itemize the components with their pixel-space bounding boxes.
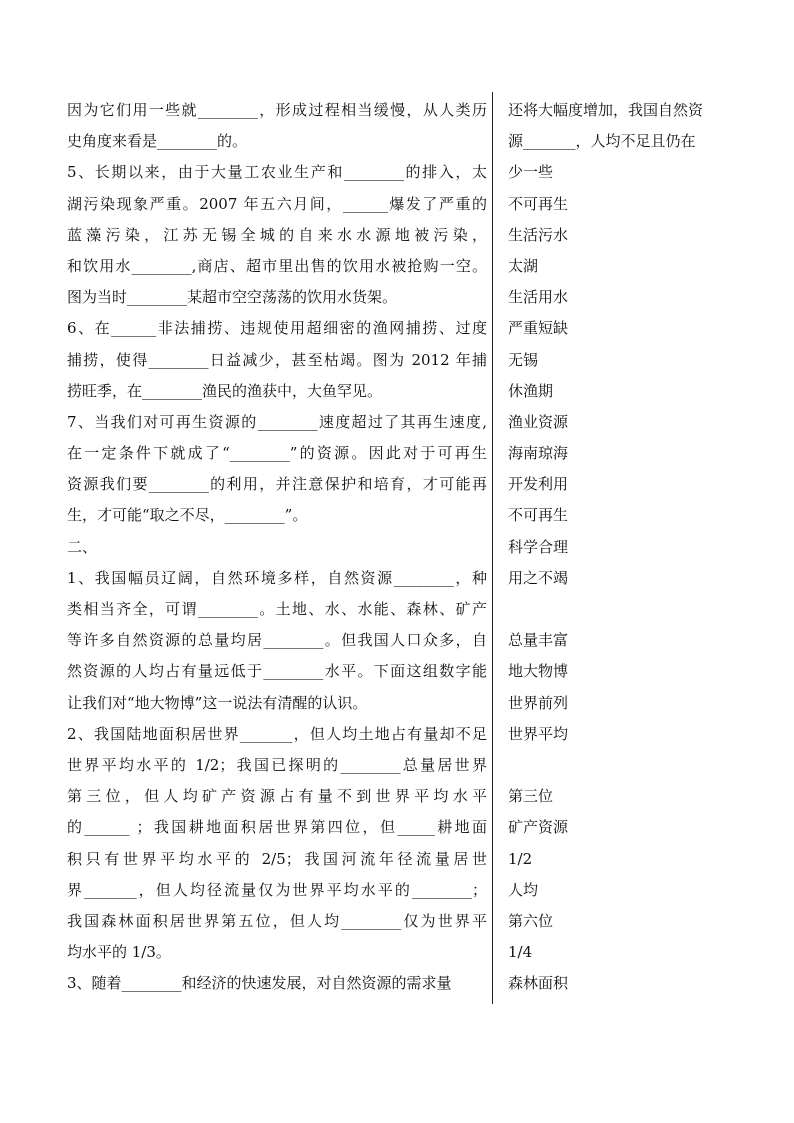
question-line: 第三位，但人均矿产资源占有量不到世界平均水平 xyxy=(67,787,487,806)
answer-line: 生活用水 xyxy=(508,288,569,307)
question-line: 湖污染现象严重。2007 年五六月间，______爆发了严重的 xyxy=(67,194,487,213)
question-line: 的______ ；我国耕地面积居世界第四位，但_____耕地面 xyxy=(67,818,487,837)
answer-line: 人均 xyxy=(508,880,539,899)
answer-line: 渔业资源 xyxy=(508,412,569,431)
answer-line: 世界平均 xyxy=(508,724,569,743)
answer-line: 矿产资源 xyxy=(508,818,569,837)
question-line: 积只有世界平均水平的 2/5；我国河流年径流量居世 xyxy=(67,849,487,868)
answer-line: 生活污水 xyxy=(508,225,569,244)
answer-line: 不可再生 xyxy=(508,506,569,525)
question-line: 3、随着________和经济的快速发展，对自然资源的需求量 xyxy=(67,974,452,993)
question-line: 均水平的 1/3。 xyxy=(67,943,171,962)
answer-line: 1/4 xyxy=(508,943,533,962)
answer-line: 第三位 xyxy=(508,787,554,806)
question-line: 7、当我们对可再生资源的________速度超过了其再生速度, xyxy=(67,412,487,431)
answer-line: 地大物博 xyxy=(508,662,569,681)
section-heading: 二、 xyxy=(67,537,98,556)
question-line: 生，才可能“取之不尽，________”。 xyxy=(67,506,308,525)
question-line: 6、在______非法捕捞、违规使用超细密的渔网捕捞、过度 xyxy=(67,319,487,338)
question-line: 1、我国幅员辽阔，自然环境多样，自然资源________，种 xyxy=(67,568,487,587)
answer-line: 总量丰富 xyxy=(508,631,569,650)
question-column xyxy=(67,95,487,999)
answer-line xyxy=(508,750,748,781)
answer-line: 用之不竭 xyxy=(508,568,569,587)
question-line: 因为它们用一些就________，形成过程相当缓慢，从人类历 xyxy=(67,101,487,119)
answer-column xyxy=(508,95,748,999)
answer-line: 太湖 xyxy=(508,256,539,275)
question-line: 等许多自然资源的总量均居________。但我国人口众多，自 xyxy=(67,631,487,650)
answer-line: 开发利用 xyxy=(508,475,569,494)
question-line: 2、我国陆地面积居世界_______，但人均土地占有量却不足 xyxy=(67,724,487,743)
question-line: 然资源的人均占有量远低于________水平。下面这组数字能 xyxy=(67,662,487,681)
answer-line: 严重短缺 xyxy=(508,319,569,338)
answer-line xyxy=(508,594,748,625)
question-line: 世界平均水平的 1/2；我国已探明的________总量居世界 xyxy=(67,755,487,774)
question-line: 5、长期以来，由于大量工农业生产和________的排入，太 xyxy=(67,163,487,182)
question-line: 在一定条件下就成了“________”的资源。因此对于可再生 xyxy=(67,444,487,463)
answer-line: 1/2 xyxy=(508,849,533,868)
answer-line: 世界前列 xyxy=(508,693,569,712)
question-line: 界_______，但人均径流量仅为世界平均水平的________； xyxy=(67,880,487,899)
question-line: 类相当齐全，可谓________。土地、水、水能、森林、矿产 xyxy=(67,600,487,618)
answer-line: 海南琼海 xyxy=(508,444,569,463)
answer-line: 无锡 xyxy=(508,350,539,369)
question-line: 让我们对“地大物博”这一说法有清醒的认识。 xyxy=(67,693,368,712)
answer-line: 森林面积 xyxy=(508,974,569,993)
answer-line: 源_______，人均不足且仍在 xyxy=(508,132,696,151)
answer-line: 休渔期 xyxy=(508,381,554,400)
question-line: 图为当时________某超市空空荡荡的饮用水货架。 xyxy=(67,288,398,307)
answer-line: 还将大幅度增加，我国自然资 xyxy=(508,101,704,119)
question-line: 捞旺季，在________渔民的渔获中，大鱼罕见。 xyxy=(67,381,383,400)
question-line: 我国森林面积居世界第五位，但人均________仅为世界平 xyxy=(67,911,487,930)
question-line: 资源我们要________的利用，并注意保护和培育，才可能再 xyxy=(67,475,487,494)
answer-line: 第六位 xyxy=(508,911,554,930)
question-line: 史角度来看是________的。 xyxy=(67,132,248,151)
answer-line: 不可再生 xyxy=(508,194,569,213)
question-line: 蓝藻污染，江苏无锡全城的自来水水源地被污染， xyxy=(67,225,487,244)
question-line: 捕捞，使得________日益减少，甚至枯竭。图为 2012 年捕 xyxy=(67,350,487,369)
column-divider xyxy=(492,92,493,1004)
answer-line: 少一些 xyxy=(508,163,554,182)
question-line: 和饮用水________,商店、超市里出售的饮用水被抢购一空。 xyxy=(67,256,487,275)
answer-line: 科学合理 xyxy=(508,537,569,556)
